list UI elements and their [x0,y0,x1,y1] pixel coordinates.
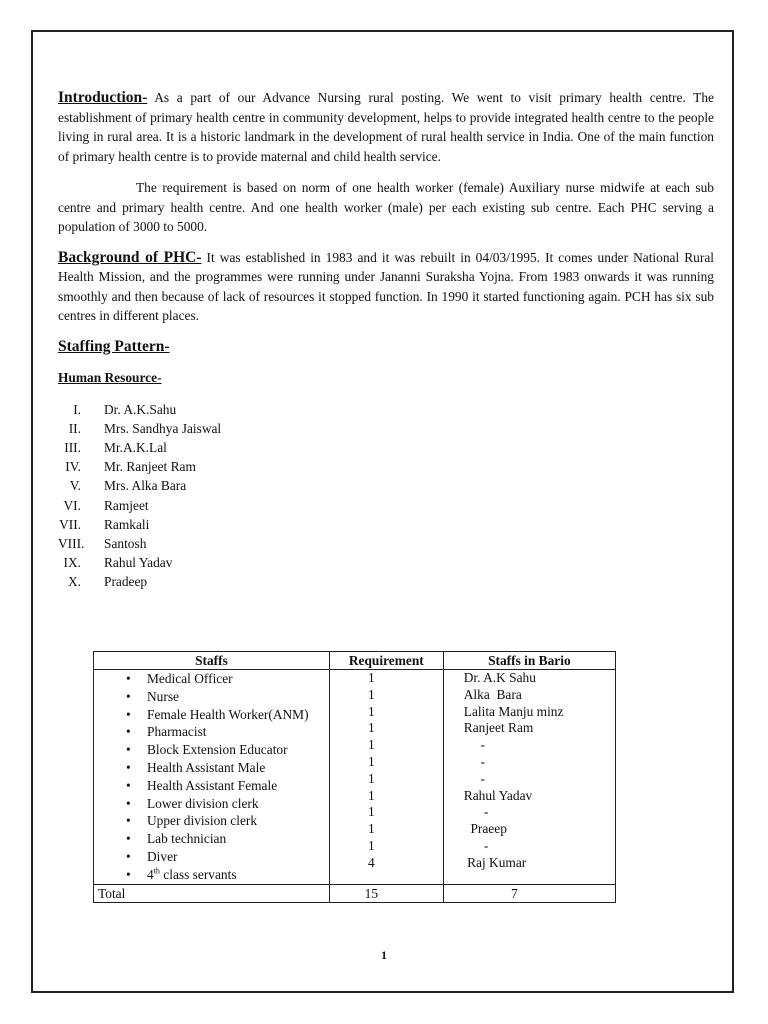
list-item-name: Dr. A.K.Sahu [104,401,177,417]
list-item-name: Pradeep [104,574,148,590]
requirement-value: 1 [367,821,375,837]
list-item-name: Rahul Yadav [104,555,173,571]
in-bario-value: - [463,753,485,769]
table-total-row [94,884,616,902]
staff-item [126,866,329,884]
list-item-number: X. [67,574,81,590]
list-item-name: Mr. Ranjeet Ram [104,459,196,475]
list-item-number: II. [68,420,81,436]
requirement-value: 1 [367,787,375,803]
list-item-name: Mrs. Alka Bara [104,478,187,494]
intro-paragraph [58,88,714,166]
list-item-name: Mrs. Sandhya Jaiswal [104,420,222,436]
list-item-number: VIII. [58,535,85,551]
list-item [58,553,714,572]
human-resource-list [58,400,714,592]
document-body [58,88,714,592]
total-in-bario: 7 [443,884,615,902]
requirement-value: 4 [367,854,375,870]
staff-item: • Lower division clerk [126,795,329,813]
in-bario-value: Alka Bara [463,686,522,702]
list-item [58,476,714,495]
list-item-name: Ramkali [104,516,150,532]
staff-item: • Health Assistant Female [126,777,329,795]
list-item [58,515,714,534]
list-item-number: IV. [65,459,81,475]
background-paragraph [58,248,714,326]
staff-table [93,651,616,903]
in-bario-value: - [463,770,485,786]
list-item [58,438,714,457]
header-requirement: Requirement [329,652,443,670]
in-bario-value: Ranjeet Ram [463,720,534,736]
requirement-cell [329,670,443,885]
list-item-name: Ramjeet [104,497,149,513]
requirement-value: 1 [367,753,375,769]
table-header-row [94,652,616,670]
list-item [58,419,714,438]
total-label: Total [94,884,330,902]
staff-cell [94,670,330,885]
intro-heading: Introduction- [58,89,148,106]
staff-item: • Upper division clerk [126,812,329,830]
in-bario-cell [443,670,615,885]
in-bario-value: - [463,737,485,753]
in-bario-value: - [463,804,489,820]
list-item-number: VII. [59,516,81,532]
staff-item: • Block Extension Educator [126,741,329,759]
header-staffs: Staffs [94,652,330,670]
list-item [58,457,714,476]
table-body-row [94,670,616,885]
list-item-name: Santosh [104,535,147,551]
list-item [58,572,714,591]
staff-item-superscript: th [153,866,160,876]
page-number: 1 [381,948,387,962]
intro-text: As a part of our Advance Nursing rural posting. We went to visit primary health centre. The establishment of primary health centre in community development, helps to provide integrated health centre to the people living in rural area. It is a historic landmark in the development of rural health service in India. One of the main function of primary health centre is to provide maternal and child health service. [58,90,714,164]
list-item [58,400,714,419]
requirement-value: 1 [367,686,375,702]
in-bario-value: Rahul Yadav [463,787,533,803]
requirement-value: 1 [367,670,375,685]
requirement-value: 1 [367,837,375,853]
staff-item: • Health Assistant Male [126,759,329,777]
list-item-number: IX. [63,555,81,571]
background-text: It was established in 1983 and it was rebuilt in 04/03/1995. It comes under National Rural Health Mission, and the programmes were running under Jananni Suraksha Yojna. From 1983 onwards it was running smoothly and then because of lack of resources it stopped function. In 1990 it started functioning again. PCH has six sub centres in different places. [58,249,714,323]
requirement-paragraph: The requirement is based on norm of one health worker (female) Auxiliary nurse midwife at each sub centre and primary health centre. And one health worker (male) per each existing sub centre. Each PHC serving a population of 3000 to 5000. [58,180,714,234]
requirement-value: 1 [367,804,375,820]
staff-item: • Medical Officer [126,670,329,688]
requirement-value: 1 [367,737,375,753]
in-bario-value: Dr. A.K Sahu [463,670,536,685]
staffing-heading: Staffing Pattern- [58,337,170,355]
total-requirement: 15 [329,884,443,902]
requirement-value: 1 [367,720,375,736]
list-item-number: VI. [63,497,81,513]
list-item [58,496,714,515]
human-resource-heading: Human Resource- [58,369,162,385]
background-heading: Background of PHC- [58,248,202,266]
staff-item: • Female Health Worker(ANM) [126,706,329,724]
staff-list [94,670,329,884]
list-item-number: III. [64,439,81,455]
staff-item: • Lab technician [126,830,329,848]
list-item-name: Mr.A.K.Lal [104,439,167,455]
in-bario-value: Raj Kumar [463,854,527,870]
staff-item-label: class servants [163,866,237,882]
list-item-number: I. [73,401,81,417]
staff-item: • Nurse [126,688,329,706]
requirement-value: 1 [367,770,375,786]
staff-item: • Diver [126,848,329,866]
list-item-number: V. [69,478,81,494]
staff-item-prefix: 4 [147,866,154,882]
in-bario-value: Lalita Manju minz [463,703,564,719]
header-staffs-in-bario: Staffs in Bario [443,652,615,670]
list-item [58,534,714,553]
requirement-value: 1 [367,703,375,719]
in-bario-value: - [463,837,489,853]
in-bario-value: Praeep [463,821,507,837]
staff-item: • Pharmacist [126,723,329,741]
